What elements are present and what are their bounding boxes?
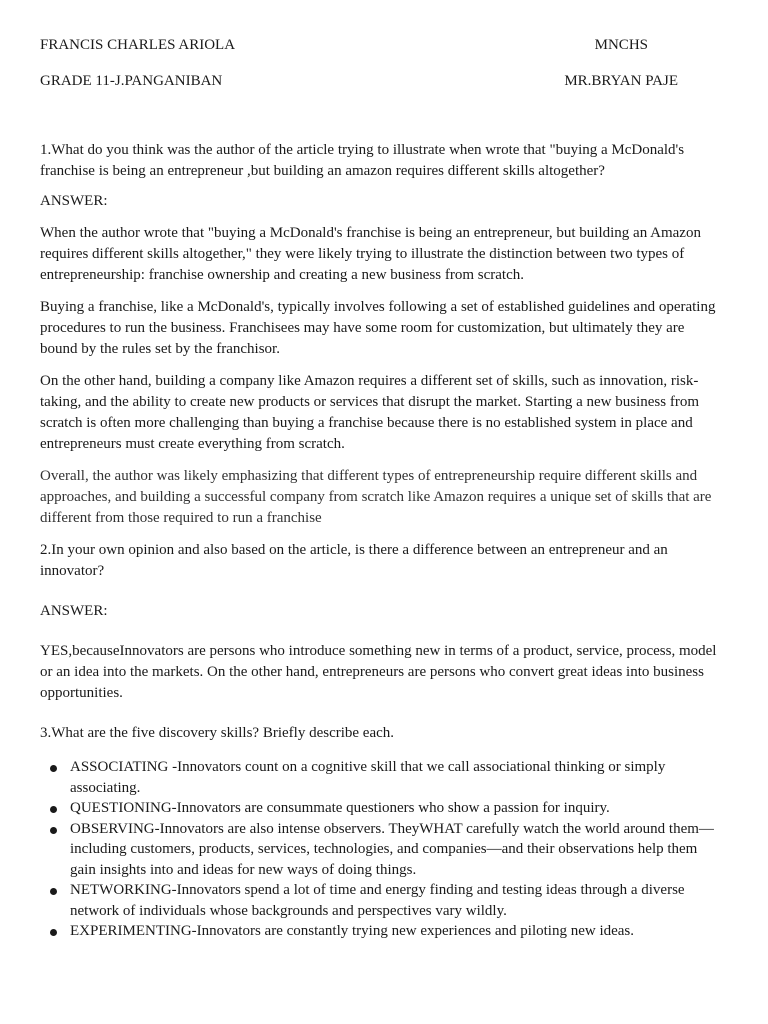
teacher-name: MR.BRYAN PAJE	[564, 73, 678, 89]
bullet-icon	[50, 827, 57, 834]
list-item	[40, 757, 720, 798]
list-item	[40, 819, 720, 881]
answer-label-1: ANSWER:	[40, 193, 108, 209]
header-row-2	[40, 72, 720, 90]
answer-1-paragraph-4: Overall, the author was likely emphasizing that different types of entrepreneurship require different skills and approaches, and building a successful company from scratch like Amazon requires a unique set of skills that are different from those required to run a franchise	[40, 468, 712, 526]
header-row-1	[40, 36, 720, 54]
skill-questioning: QUESTIONING-Innovators are consummate questioners who show a passion for inquiry.	[70, 800, 610, 816]
grade-section: GRADE 11-J.PANGANIBAN	[40, 73, 223, 89]
student-name: FRANCIS CHARLES ARIOLA	[40, 37, 236, 53]
answer-2: YES,becauseInnovators are persons who introduce something new in terms of a product, service, process, model or an idea into the markets. On the other hand, entrepreneurs are persons who convert great ideas into business opportunities.	[40, 643, 717, 701]
list-item	[40, 798, 720, 819]
answer-label-2: ANSWER:	[40, 603, 108, 619]
bullet-icon	[50, 888, 57, 895]
answer-1-paragraph-3: On the other hand, building a company like Amazon requires a different set of skills, such as innovation, risk-taking, and the ability to create new products or services that disrupt the market. Starting a new business from scratch is often more challenging than buying a franchise because there is no established system in place and entrepreneurs must create everything from scratch.	[40, 373, 699, 452]
skill-networking: NETWORKING-Innovators spend a lot of time and energy finding and testing ideas through a diverse network of individuals whose backgrounds and perspectives vary wildly.	[70, 882, 685, 919]
answer-1-paragraph-1: When the author wrote that "buying a McDonald's franchise is being an entrepreneur, but building an Amazon requires different skills altogether," they were likely trying to illustrate the distinction between two types of entrepreneurship: franchise ownership and creating a new business from scratch.	[40, 225, 701, 283]
school-name: MNCHS	[594, 37, 648, 53]
list-item	[40, 921, 720, 942]
list-item	[40, 880, 720, 921]
bullet-icon	[50, 929, 57, 936]
skill-observing: OBSERVING-Innovators are also intense observers. TheyWHAT carefully watch the world around them—including customers, products, services, technologies, and companies—and their observations help them gain insights into and ideas for new ways of doing things.	[70, 820, 714, 878]
question-2: 2.In your own opinion and also based on the article, is there a difference between an entrepreneur and an innovator?	[40, 542, 668, 579]
discovery-skills-list	[40, 757, 720, 942]
skill-associating: ASSOCIATING -Innovators count on a cognitive skill that we call associational thinking or simply associating.	[70, 759, 666, 796]
bullet-icon	[50, 765, 57, 772]
question-1: 1.What do you think was the author of the article trying to illustrate when wrote that "buying a McDonald's franchise is being an entrepreneur ,but building an amazon requires different skills altogether?	[40, 142, 685, 179]
answer-1-paragraph-2: Buying a franchise, like a McDonald's, typically involves following a set of established guidelines and operating procedures to run the business. Franchisees may have some room for customization, but ultimately they are bound by the rules set by the franchisor.	[40, 299, 716, 357]
bullet-icon	[50, 806, 57, 813]
skill-experimenting: EXPERIMENTING-Innovators are constantly trying new experiences and piloting new ideas.	[70, 923, 635, 939]
question-3: 3.What are the five discovery skills? Briefly describe each.	[40, 725, 395, 741]
